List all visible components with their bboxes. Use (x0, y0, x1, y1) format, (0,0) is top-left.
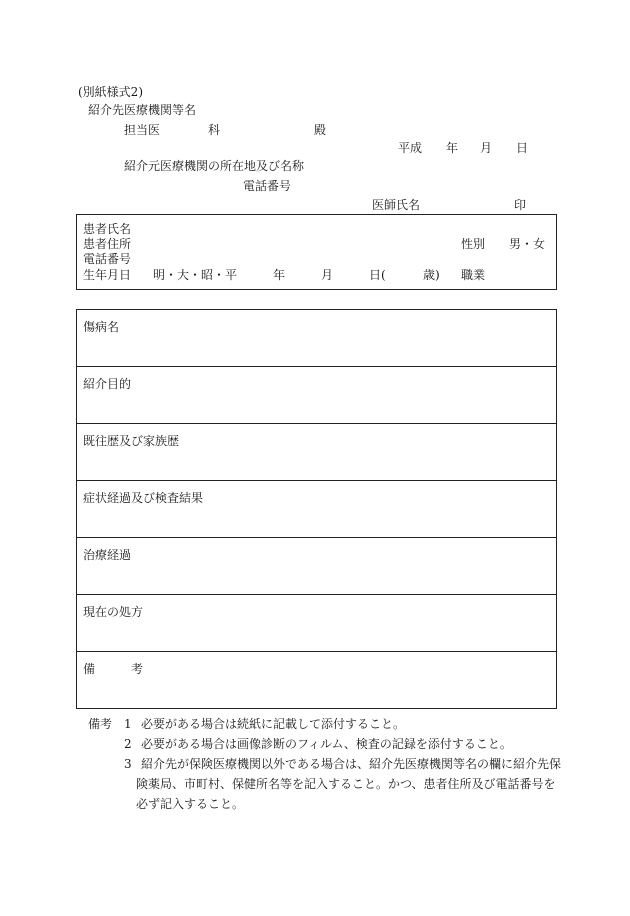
note-text-continued: 必ず記入すること。 (136, 797, 245, 811)
note-text: 必要がある場合は画像診断のフィルム、検査の記録を添付すること。 (141, 737, 512, 751)
patient-info-box (76, 214, 557, 290)
patient-address-label: 患者住所 (83, 237, 132, 251)
doctor-name-label: 医師氏名 (372, 198, 421, 212)
section-diagnosis (77, 310, 556, 367)
section-prescription (77, 595, 556, 652)
note-number: 1 (124, 717, 132, 731)
note-text: 必要がある場合は続紙に記載して添付すること。 (141, 717, 406, 731)
honorific: 殿 (314, 123, 327, 137)
seal-mark: 印 (514, 198, 527, 212)
date-year-label: 年 (446, 141, 459, 155)
patient-name-label: 患者氏名 (83, 222, 132, 236)
section-treatment (77, 538, 556, 595)
section-label: 既往歴及び家族歴 (83, 434, 180, 448)
note-text-continued: 険薬局、市町村、保健所名等を記入すること。かつ、患者住所及び電話番号を (136, 777, 556, 791)
referrer-institution-label: 紹介元医療機関の所在地及び名称 (124, 159, 305, 173)
department-label: 科 (208, 123, 221, 137)
date-day-label: 日 (516, 141, 529, 155)
note-number: 3 (124, 757, 132, 771)
section-label: 現在の処方 (83, 605, 144, 619)
section-symptoms-tests (77, 481, 556, 538)
sex-label: 性別 (461, 237, 486, 251)
occupation-label: 職業 (461, 268, 486, 282)
section-label: 治療経過 (83, 548, 132, 562)
note-number: 2 (124, 737, 132, 751)
birth-month-label: 月 (321, 268, 334, 282)
section-label: 傷病名 (83, 320, 120, 334)
notes-heading: 備考 (88, 717, 113, 731)
birth-year-label: 年 (273, 268, 286, 282)
sex-options: 男・女 (509, 237, 546, 251)
age-close: 歳) (423, 268, 440, 282)
section-label: 備 考 (83, 662, 144, 676)
section-label: 症状経過及び検査結果 (83, 491, 204, 505)
section-history (77, 424, 556, 481)
section-remarks (77, 652, 556, 709)
patient-phone-label: 電話番号 (83, 252, 132, 266)
recipient-institution-label: 紹介先医療機関等名 (88, 103, 197, 117)
attending-doctor-label: 担当医 (124, 123, 161, 137)
birth-era-options: 明・大・昭・平 (153, 268, 238, 282)
date-month-label: 月 (480, 141, 493, 155)
referral-sections-box (76, 309, 557, 709)
date-era: 平成 (398, 141, 423, 155)
note-text: 紹介先が保険医療機関以外である場合は、紹介先医療機関等名の欄に紹介先保 (141, 757, 562, 771)
section-label: 紹介目的 (83, 377, 132, 391)
section-referral-purpose (77, 367, 556, 424)
birth-day-age-open: 日( (369, 268, 386, 282)
referrer-phone-label: 電話番号 (243, 179, 292, 193)
form-number: (別紙様式2) (78, 85, 143, 99)
birthdate-label: 生年月日 (83, 268, 132, 282)
